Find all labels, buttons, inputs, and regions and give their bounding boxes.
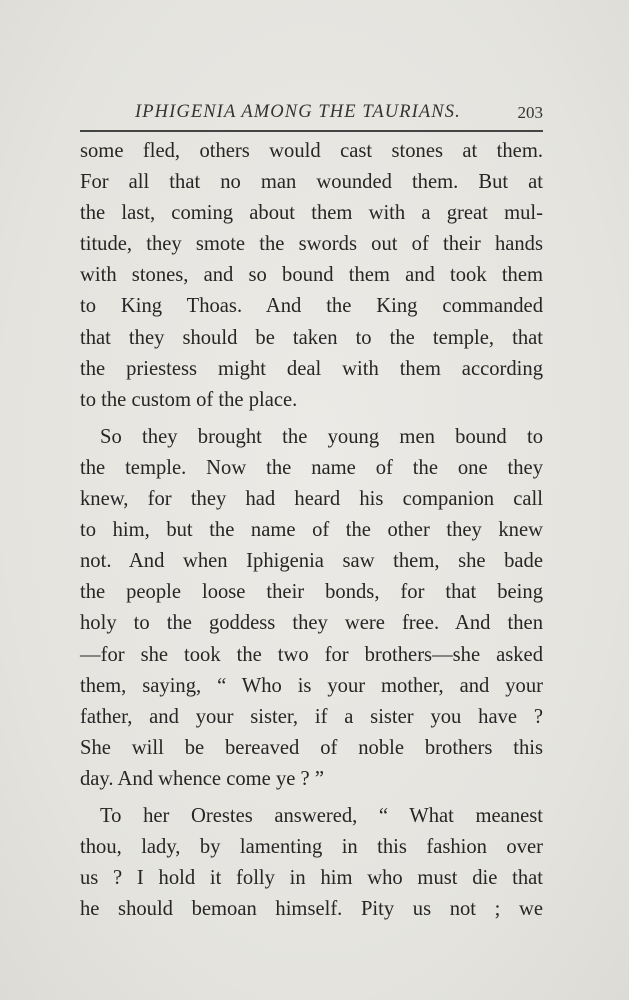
text-line: the last, coming about them with a great mul- bbox=[80, 202, 543, 225]
text-line: holy to the goddess they were free. And then bbox=[80, 612, 543, 635]
text-line: To her Orestes answered, “ What meanest bbox=[100, 804, 543, 827]
text-line: them, saying, “ Who is your mother, and your bbox=[80, 674, 543, 697]
text-line: to him, but the name of the other they knew bbox=[80, 519, 543, 542]
text-line: us ? I hold it folly in him who must die that bbox=[80, 867, 543, 890]
text-line: with stones, and so bound them and took them bbox=[80, 264, 543, 287]
text-line: She will be bereaved of noble brothers this bbox=[80, 736, 543, 759]
text-line: thou, lady, by lamenting in this fashion over bbox=[80, 836, 543, 859]
paragraph bbox=[80, 136, 543, 416]
text-line: the temple. Now the name of the one they bbox=[80, 456, 543, 479]
text-line: knew, for they had heard his companion call bbox=[80, 488, 543, 511]
body-text bbox=[80, 136, 543, 925]
text-line: father, and your sister, if a sister you have ? bbox=[80, 705, 543, 728]
text-line: to King Thoas. And the King commanded bbox=[80, 295, 543, 318]
text-line: he should bemoan himself. Pity us not ; we bbox=[80, 898, 543, 921]
page-number: 203 bbox=[517, 103, 543, 122]
text-line: For all that no man wounded them. But at bbox=[80, 171, 543, 194]
paragraph bbox=[80, 422, 543, 795]
text-line: some fled, others would cast stones at them. bbox=[80, 140, 543, 162]
text-line: not. And when Iphigenia saw them, she bade bbox=[80, 550, 543, 573]
running-head bbox=[80, 100, 543, 130]
text-line: titude, they smote the swords out of their hands bbox=[80, 233, 543, 256]
text-line: that they should be taken to the temple, that bbox=[80, 326, 543, 349]
text-line: the priestess might deal with them according bbox=[80, 357, 543, 380]
text-line: —for she took the two for brothers—she asked bbox=[80, 643, 543, 666]
text-line: the people loose their bonds, for that being bbox=[80, 581, 543, 604]
text-line: day. And whence come ye ? ” bbox=[80, 767, 324, 790]
header-rule bbox=[80, 130, 543, 132]
running-title: IPHIGENIA AMONG THE TAURIANS. bbox=[135, 102, 461, 122]
text-line: So they brought the young men bound to bbox=[100, 425, 543, 448]
text-line: to the custom of the place. bbox=[80, 388, 298, 411]
paragraph bbox=[80, 801, 543, 925]
